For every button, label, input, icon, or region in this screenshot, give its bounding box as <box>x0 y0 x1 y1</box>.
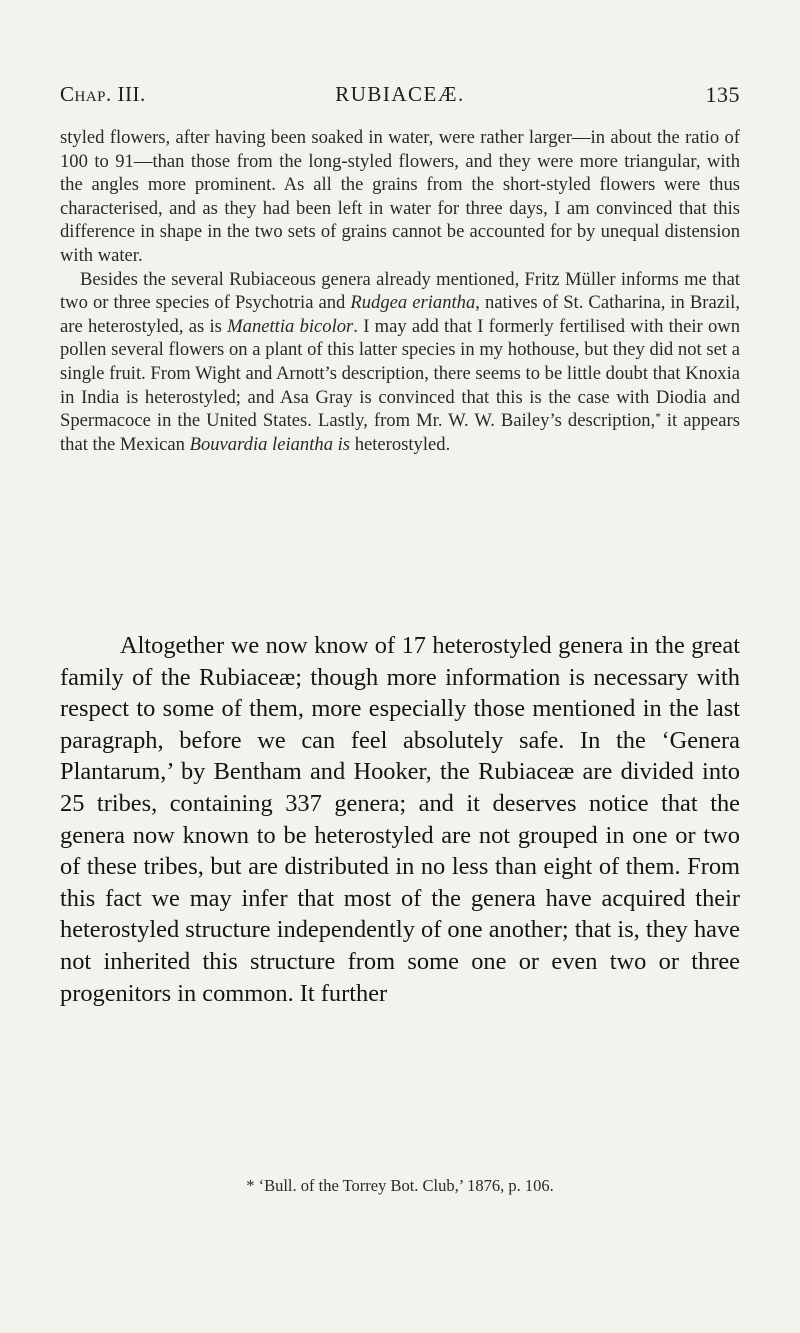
running-title: RUBIACEÆ. <box>335 82 465 106</box>
paragraph-other-genera <box>60 268 740 457</box>
large-type-section <box>60 630 740 1009</box>
footnote-marker: * <box>655 411 661 424</box>
text-run: Besides the several Rubiaceous genera already mentioned, Fritz Müller informs me that two or three species of Psychotria and <box>60 268 740 314</box>
paragraph-continued: styled flowers, after having been soaked in water, were rather larger—in about the ratio of 100 to 91—than those from the long-styled flowers, and they were more triangular, with the angles more prominent. As all the grains from the short-styled flowers were thus characterised, and as they had been left in water for three days, I am convinced that this difference in shape in the two sets of grains cannot be accounted for by unequal distension with water. <box>60 127 740 266</box>
paragraph-summary: Altogether we now know of 17 heterostyled genera in the great family of the Rubiaceæ; though more information is necessary with respect to some of them, more especially those mentioned in the last paragraph, before we can feel absolutely safe. In the ‘Genera Plantarum,’ by Bentham and Hooker, the Rubiaceæ are divided into 25 tribes, containing 337 genera; and it deserves notice that the genera now known to be heterostyled are not grouped in one or two of these tribes, but are distributed in no less than eight of them. From this fact we may infer that most of the genera have acquired their heterostyled structure independently of one another; that is, they have not inherited this structure from some one or even two or three progenitors in common. It further <box>60 632 741 1007</box>
species-name: Bouvardia leiantha is <box>189 433 351 455</box>
species-name: Manettia bicolor <box>227 315 354 337</box>
chapter-label: Chap. III. <box>60 82 146 106</box>
text-run: it appears that the Mexican <box>60 410 740 455</box>
text-run: . I may add that I formerly fertilised with their own pollen several flowers on a plant of this latter species in my hothouse, but they did not set a single fruit. From Wight and Arnott’s description, there seems to be little doubt that Knoxia in India is heterostyled; and Asa Gray is convinced that this is the case with Diodia and Spermacoce in the United States. Lastly, from Mr. W. W. Bailey’s description, <box>60 315 740 432</box>
species-name: Rudgea eriantha <box>350 292 476 314</box>
text-run: heterostyled. <box>350 433 451 455</box>
small-type-section <box>60 126 740 456</box>
text-run: , natives of St. Catharina, in Brazil, are heterostyled, as is <box>60 292 740 337</box>
running-header <box>60 82 740 112</box>
page-number: 135 <box>705 82 740 107</box>
footnote: * ‘Bull. of the Torrey Bot. Club,’ 1876, p. 106. <box>246 1176 554 1195</box>
